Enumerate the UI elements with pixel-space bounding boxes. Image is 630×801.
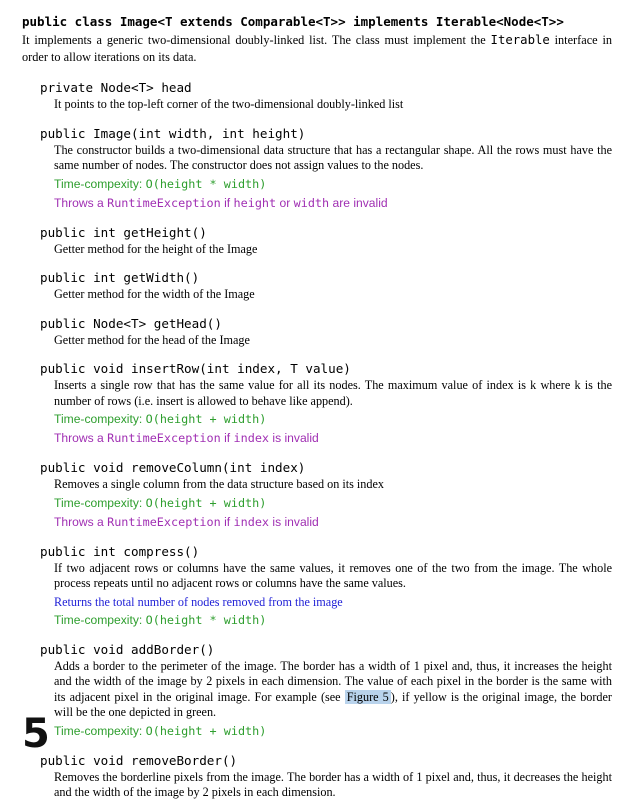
member-gethead: [22, 316, 612, 349]
throws-suffix: is invalid: [269, 514, 319, 529]
member-description: Removes the borderline pixels from the image. The border has a width of 1 pixel and, thus, it decreases the height and the width of the image by 2 pixels in each dimension.: [54, 769, 612, 799]
member-removecolumn: [22, 460, 612, 531]
member-description: Getter method for the width of the Image: [54, 287, 255, 301]
complexity-label: Time-compexity:: [54, 723, 146, 738]
complexity-value: O(height + width): [145, 723, 267, 738]
member-addborder: [22, 642, 612, 740]
description-text: Adds a border to the perimeter of the image. The border has a width of 1 pixel and, thus, it increases the height and the width of the image by 2 pixels in each dimension. The value of each pixel in the border is the same with its adjacent pixel in the original image. For example (see: [54, 658, 612, 704]
throws-prefix: Throws a: [54, 514, 108, 529]
throws-mid: if: [220, 195, 234, 210]
member-description: Getter method for the height of the Image: [54, 241, 258, 256]
member-signature: public void removeColumn(int index): [40, 460, 306, 475]
member-signature: public void insertRow(int index, T value): [40, 361, 351, 376]
document-page: [22, 14, 612, 801]
member-description: If two adjacent rows or columns have the same values, it removes one of the two from the image. The whole process repeats until no adjacent rows or columns have the same values.: [54, 560, 612, 590]
class-intro: [22, 32, 612, 66]
member-signature: public int getHeight(): [40, 224, 207, 240]
member-description: [54, 659, 612, 721]
class-signature: public class Image<T extends Comparable<T>> implements Iterable<Node<T>>: [22, 14, 564, 29]
time-complexity: [54, 175, 612, 193]
throws-or: or: [276, 195, 294, 210]
intro-code: Iterable: [490, 33, 550, 47]
member-getheight: [22, 225, 612, 258]
complexity-value: O(height + width): [145, 412, 267, 426]
complexity-label: Time-compexity:: [54, 612, 146, 627]
throws-param: index: [233, 514, 270, 529]
throws-mid: if: [220, 431, 234, 445]
intro-text: It implements a generic two-dimensional doubly-linked list. The class must implement the: [22, 33, 491, 47]
throws-class: RuntimeException: [107, 195, 221, 210]
member-description: The constructor builds a two-dimensional data structure that has a rectangular shape. All the rows must have the same number of nodes. The constructor does not assign values to the nodes.: [54, 142, 612, 172]
member-description: Getter method for the head of the Image: [54, 332, 250, 347]
time-complexity: [54, 722, 612, 740]
member-signature: public void removeBorder(): [40, 752, 238, 768]
member-signature: public void addBorder(): [40, 641, 215, 657]
throws-prefix: Throws a: [54, 195, 108, 210]
throws-param: width: [293, 195, 330, 210]
page-number: 5: [22, 711, 50, 757]
member-signature: public Node<T> getHead(): [40, 315, 222, 331]
time-complexity: [54, 611, 612, 629]
time-complexity: [54, 494, 612, 512]
complexity-label: Time-compexity:: [54, 176, 146, 191]
complexity-value: O(height + width): [145, 495, 267, 510]
throws-param: height: [233, 195, 277, 210]
member-description: It points to the top-left corner of the two-dimensional doubly-linked list: [54, 97, 404, 111]
member-description: Inserts a single row that has the same value for all its nodes. The maximum value of index is k where k is the number of rows (i.e. insert is allowed to behave like append).: [54, 378, 612, 408]
throws-suffix: is invalid: [269, 431, 319, 445]
member-compress: [22, 544, 612, 629]
throws-mid: if: [220, 514, 234, 529]
complexity-label: Time-compexity:: [54, 495, 146, 510]
throws-note: [54, 429, 612, 447]
throws-note: [54, 513, 612, 531]
complexity-value: O(height * width): [145, 612, 267, 627]
member-head: [22, 80, 612, 113]
figure-5-link[interactable]: Figure 5: [346, 689, 389, 704]
member-constructor: [22, 126, 612, 212]
throws-note: [54, 194, 612, 212]
throws-prefix: Throws a: [54, 431, 108, 445]
member-signature: public int compress(): [40, 543, 200, 559]
returns-note: Returns the total number of nodes removed from the image: [54, 594, 343, 609]
member-removeborder: [22, 753, 612, 801]
time-complexity: [54, 410, 612, 428]
member-description: Removes a single column from the data structure based on its index: [54, 477, 384, 491]
throws-class: RuntimeException: [107, 431, 221, 445]
member-signature: public Image(int width, int height): [40, 125, 306, 141]
member-getwidth: [22, 270, 612, 303]
throws-suffix: are invalid: [329, 195, 388, 210]
member-signature: public int getWidth(): [40, 270, 200, 285]
complexity-value: O(height * width): [145, 176, 267, 191]
intro-text-end: interface in order to allow iterations on its data.: [22, 33, 613, 64]
throws-param: index: [233, 431, 270, 445]
description-text-end: ), if yellow is the original image, the border will be the one depicted in green.: [54, 689, 612, 719]
member-signature: private Node<T> head: [40, 80, 192, 95]
complexity-label: Time-compexity:: [54, 412, 146, 426]
member-insertrow: [22, 361, 612, 447]
throws-class: RuntimeException: [107, 514, 221, 529]
